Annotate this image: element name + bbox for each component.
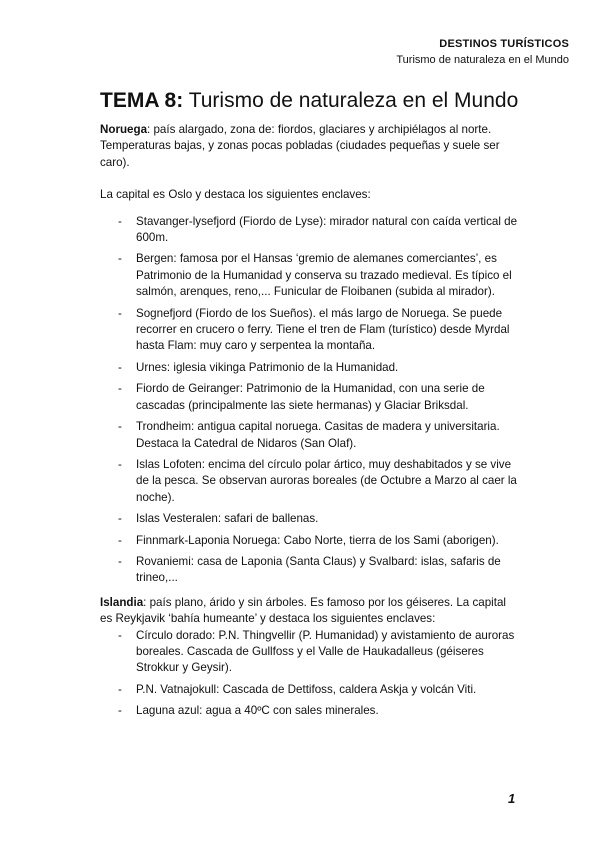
bullet-dash: - [118, 682, 122, 696]
bullet-dash: - [118, 306, 122, 320]
title-number: TEMA 8: [100, 89, 184, 112]
list-item [100, 251, 520, 300]
list-item-text: Fiordo de Geiranger: Patrimonio de la Humanidad, con una serie de cascadas (principalmente las siete hermanas) y Glaciar Briksdal. [136, 382, 485, 412]
islandia-description: : país plano, árido y sin árboles. Es famoso por los géiseres. La capital es Reykjavik ‘bahía humeante’ y destaca los siguientes enclaves: [100, 595, 506, 626]
page-header [396, 37, 569, 67]
list-item-text: P.N. Vatnajokull: Cascada de Dettifoss, caldera Askja y volcán Viti. [136, 682, 477, 696]
list-item [100, 533, 520, 549]
list-item-text: Stavanger-lysefjord (Fiordo de Lyse): mirador natural con caída vertical de 600m. [136, 214, 518, 245]
noruega-intro: La capital es Oslo y destaca los siguientes enclaves: [100, 188, 371, 202]
header-subtitle: Turismo de naturaleza en el Mundo [396, 54, 569, 66]
page-title [100, 88, 518, 114]
bullet-dash: - [118, 554, 122, 568]
list-item [100, 554, 520, 587]
list-item-text: Urnes: iglesia vikinga Patrimonio de la Humanidad. [136, 360, 399, 374]
header-category: DESTINOS TURÍSTICOS [439, 38, 569, 50]
bullet-dash: - [118, 420, 122, 434]
list-item-text: Rovaniemi: casa de Laponia (Santa Claus) y Svalbard: islas, safaris de trineo,... [136, 554, 501, 585]
list-item-text: Bergen: famosa por el Hansas ‘gremio de alemanes comerciantes’, es Patrimonio de la Humanidad y conserva su trazado medieval. Es típico el salmón, arenques, reno,... Funicular de Floibanen (subida al mirador). [136, 252, 512, 299]
list-item [100, 419, 520, 452]
noruega-name: Noruega [100, 123, 148, 136]
bullet-dash: - [118, 252, 122, 266]
noruega-paragraph [100, 122, 520, 171]
list-item [100, 703, 520, 719]
list-item-text: Círculo dorado: P.N. Thingvellir (P. Humanidad) y avistamiento de auroras boreales. Cascada de Gullfoss y el Valle de Haukadalleus (géiseres Strokkur y Geysir). [136, 628, 515, 675]
document-body [100, 122, 520, 725]
bullet-dash: - [118, 382, 122, 396]
bullet-dash: - [118, 457, 122, 471]
list-item [100, 381, 520, 414]
islandia-list [100, 628, 520, 720]
list-item [100, 628, 520, 677]
title-text: Turismo de naturaleza en el Mundo [183, 89, 519, 112]
noruega-list [100, 214, 520, 587]
bullet-dash: - [118, 533, 122, 547]
page-number: 1 [508, 791, 516, 806]
bullet-dash: - [118, 512, 122, 526]
list-item-text: Laguna azul: agua a 40ºC con sales minerales. [136, 704, 379, 718]
list-item [100, 682, 520, 698]
list-item [100, 214, 520, 247]
noruega-description: : país alargado, zona de: fiordos, glaciares y archipiélagos al norte. Temperaturas bajas, y zonas pocas pobladas (ciudades pequeñas y suele ser caro). [100, 123, 500, 169]
list-item-text: Finnmark-Laponia Noruega: Cabo Norte, tierra de los Sami (aborigen). [136, 533, 499, 547]
islandia-name: Islandia [100, 595, 144, 609]
list-item-text: Islas Vesteralen: safari de ballenas. [136, 512, 319, 526]
bullet-dash: - [118, 704, 122, 718]
bullet-dash: - [118, 628, 122, 642]
list-item-text: Islas Lofoten: encima del círculo polar ártico, muy deshabitados y se vive de la pesca. Se observan auroras boreales (de Octubre a Marzo al caer la noche). [136, 457, 517, 504]
list-item-text: Trondheim: antigua capital noruega. Casitas de madera y universitaria. Destaca la Catedral de Nidaros (San Olaf). [136, 420, 500, 450]
list-item [100, 306, 520, 355]
bullet-dash: - [118, 360, 122, 374]
islandia-paragraph [100, 595, 520, 628]
list-item [100, 511, 520, 527]
list-item-text: Sognefjord (Fiordo de los Sueños). el más largo de Noruega. Se puede recorrer en crucero o ferry. Tiene el tren de Flam (turístico) desde Myrdal hasta Flam: muy caro y serpentea la montaña. [136, 306, 510, 353]
bullet-dash: - [118, 214, 122, 228]
list-item [100, 360, 520, 376]
list-item [100, 457, 520, 506]
